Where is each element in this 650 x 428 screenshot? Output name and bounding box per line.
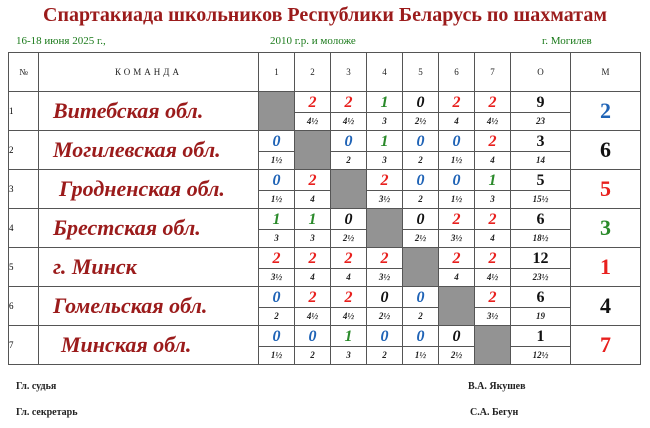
match-points: 0 (416, 211, 425, 228)
result-cell (439, 92, 475, 131)
row-number: 1 (9, 92, 39, 131)
table-row (9, 209, 641, 248)
result-cell (331, 248, 367, 287)
row-number: 5 (9, 248, 39, 287)
total-points: 3 (536, 133, 545, 150)
game-score: 4 (439, 268, 474, 286)
page-title: Спартакиада школьников Республики Беларусь по шахматам (43, 4, 607, 26)
result-cell (259, 287, 295, 326)
match-points: 0 (344, 211, 353, 228)
result-cell (259, 326, 295, 365)
table-row (9, 170, 641, 209)
table-row (9, 287, 641, 326)
result-cell (331, 209, 367, 248)
result-cell (367, 92, 403, 131)
game-score: 2 (403, 190, 438, 208)
match-points: 1 (380, 133, 389, 150)
match-points: 2 (452, 250, 461, 267)
self-play-cell (259, 92, 295, 131)
row-number: 3 (9, 170, 39, 209)
total-points: 12 (532, 250, 549, 267)
game-score: 2 (295, 346, 330, 364)
points-cell (511, 92, 571, 131)
total-game-score: 23½ (511, 268, 570, 286)
result-cell (439, 209, 475, 248)
game-score: 2½ (331, 229, 366, 247)
game-score: 3 (259, 229, 294, 247)
result-cell (295, 326, 331, 365)
secretary-name: С.А. Бегун (470, 407, 519, 418)
row-number: 6 (9, 287, 39, 326)
game-score: 3½ (367, 190, 402, 208)
match-points: 0 (416, 133, 425, 150)
game-score: 4 (331, 268, 366, 286)
result-cell (331, 92, 367, 131)
total-game-score: 19 (511, 307, 570, 325)
game-score: 1½ (439, 151, 474, 169)
game-score: 1½ (403, 346, 438, 364)
result-cell (295, 209, 331, 248)
result-cell (259, 209, 295, 248)
match-points: 0 (452, 172, 461, 189)
team-name: Витебская обл. (39, 92, 259, 131)
match-points: 2 (488, 133, 497, 150)
place: 3 (571, 209, 641, 248)
table-row (9, 131, 641, 170)
match-points: 0 (416, 289, 425, 306)
result-cell (403, 170, 439, 209)
header-col-1: 1 (259, 53, 295, 92)
points-cell (511, 326, 571, 365)
match-points: 0 (272, 289, 281, 306)
result-cell (475, 209, 511, 248)
team-name: г. Минск (39, 248, 259, 287)
result-cell (367, 131, 403, 170)
match-points: 0 (416, 172, 425, 189)
total-points: 1 (536, 328, 545, 345)
match-points: 2 (344, 250, 353, 267)
game-score: 3 (475, 190, 510, 208)
result-cell (439, 326, 475, 365)
result-cell (367, 326, 403, 365)
judge-name: В.А. Якушев (468, 381, 526, 392)
result-cell (259, 248, 295, 287)
game-score: 3½ (367, 268, 402, 286)
game-score: 2 (331, 151, 366, 169)
place: 5 (571, 170, 641, 209)
result-cell (259, 131, 295, 170)
match-points: 0 (272, 328, 281, 345)
game-score: 4 (439, 112, 474, 130)
team-name: Брестская обл. (39, 209, 259, 248)
game-score: 3½ (439, 229, 474, 247)
total-game-score: 12½ (511, 346, 570, 364)
header-col-2: 2 (295, 53, 331, 92)
result-cell (439, 131, 475, 170)
results-table (8, 52, 641, 365)
match-points: 1 (272, 211, 281, 228)
result-cell (475, 92, 511, 131)
game-score: 4 (295, 190, 330, 208)
game-score: 4 (295, 268, 330, 286)
header-col-5: 5 (403, 53, 439, 92)
match-points: 2 (488, 211, 497, 228)
header-col-4: 4 (367, 53, 403, 92)
match-points: 0 (344, 133, 353, 150)
self-play-cell (367, 209, 403, 248)
result-cell (403, 209, 439, 248)
header-row (9, 53, 641, 92)
points-cell (511, 131, 571, 170)
match-points: 2 (308, 94, 317, 111)
total-game-score: 23 (511, 112, 570, 130)
place: 7 (571, 326, 641, 365)
self-play-cell (403, 248, 439, 287)
points-cell (511, 287, 571, 326)
game-score: 2 (367, 346, 402, 364)
row-number: 7 (9, 326, 39, 365)
match-points: 0 (272, 172, 281, 189)
game-score: 2½ (367, 307, 402, 325)
match-points: 2 (308, 172, 317, 189)
header-col-6: 6 (439, 53, 475, 92)
header-team: КОМАНДА (39, 53, 259, 92)
game-score: 2 (259, 307, 294, 325)
match-points: 2 (272, 250, 281, 267)
team-name: Могилевская обл. (39, 131, 259, 170)
game-score: 2½ (403, 112, 438, 130)
result-cell (331, 287, 367, 326)
game-score: 4½ (475, 112, 510, 130)
result-cell (403, 92, 439, 131)
match-points: 2 (308, 250, 317, 267)
result-cell (367, 287, 403, 326)
game-score: 3 (331, 346, 366, 364)
match-points: 1 (344, 328, 353, 345)
points-cell (511, 248, 571, 287)
match-points: 2 (308, 289, 317, 306)
header-num: № (9, 53, 39, 92)
game-score: 3 (367, 151, 402, 169)
match-points: 2 (452, 94, 461, 111)
result-cell (403, 287, 439, 326)
self-play-cell (439, 287, 475, 326)
result-cell (439, 170, 475, 209)
points-cell (511, 170, 571, 209)
self-play-cell (475, 326, 511, 365)
total-game-score: 18½ (511, 229, 570, 247)
table-row (9, 92, 641, 131)
game-score: 3½ (259, 268, 294, 286)
match-points: 0 (308, 328, 317, 345)
game-score: 4½ (331, 307, 366, 325)
points-cell (511, 209, 571, 248)
result-cell (439, 248, 475, 287)
place: 2 (571, 92, 641, 131)
row-number: 4 (9, 209, 39, 248)
game-score: 1½ (259, 190, 294, 208)
match-points: 2 (488, 94, 497, 111)
result-cell (475, 287, 511, 326)
game-score: 4½ (295, 307, 330, 325)
result-cell (295, 170, 331, 209)
result-cell (295, 287, 331, 326)
result-cell (475, 248, 511, 287)
judge-label: Гл. судья (16, 381, 57, 392)
match-points: 2 (344, 289, 353, 306)
table-row (9, 248, 641, 287)
header-points: О (511, 53, 571, 92)
game-score: 4 (475, 151, 510, 169)
match-points: 1 (380, 94, 389, 111)
game-score: 3 (295, 229, 330, 247)
result-cell (295, 92, 331, 131)
match-points: 2 (452, 211, 461, 228)
total-game-score: 14 (511, 151, 570, 169)
game-score: 2½ (439, 346, 474, 364)
match-points: 0 (452, 133, 461, 150)
team-name: Гродненская обл. (39, 170, 259, 209)
match-points: 2 (380, 250, 389, 267)
table-row (9, 326, 641, 365)
place: 6 (571, 131, 641, 170)
result-cell (367, 170, 403, 209)
age-group: 2010 г.р. и моложе (270, 35, 356, 47)
total-game-score: 15½ (511, 190, 570, 208)
game-score: 4½ (475, 268, 510, 286)
total-points: 6 (536, 211, 545, 228)
place: 4 (571, 287, 641, 326)
match-points: 2 (488, 250, 497, 267)
team-name: Минская обл. (39, 326, 259, 365)
result-cell (331, 326, 367, 365)
game-score: 2 (403, 151, 438, 169)
result-cell (475, 131, 511, 170)
row-number: 2 (9, 131, 39, 170)
secretary-label: Гл. секретарь (16, 407, 78, 418)
match-points: 2 (380, 172, 389, 189)
game-score: 4½ (295, 112, 330, 130)
match-points: 0 (380, 289, 389, 306)
event-city: г. Могилев (542, 35, 592, 47)
header-col-7: 7 (475, 53, 511, 92)
event-dates: 16-18 июня 2025 г., (16, 35, 106, 47)
match-points: 0 (380, 328, 389, 345)
place: 1 (571, 248, 641, 287)
match-points: 1 (488, 172, 497, 189)
total-points: 6 (536, 289, 545, 306)
result-cell (331, 131, 367, 170)
game-score: 1½ (259, 151, 294, 169)
match-points: 0 (452, 328, 461, 345)
result-cell (475, 170, 511, 209)
match-points: 0 (272, 133, 281, 150)
match-points: 2 (344, 94, 353, 111)
result-cell (259, 170, 295, 209)
team-name: Гомельская обл. (39, 287, 259, 326)
self-play-cell (295, 131, 331, 170)
game-score: 1½ (259, 346, 294, 364)
header-place: М (571, 53, 641, 92)
game-score: 4½ (331, 112, 366, 130)
result-cell (403, 131, 439, 170)
header-col-3: 3 (331, 53, 367, 92)
match-points: 0 (416, 94, 425, 111)
match-points: 1 (308, 211, 317, 228)
game-score: 3 (367, 112, 402, 130)
result-cell (295, 248, 331, 287)
result-cell (367, 248, 403, 287)
result-cell (403, 326, 439, 365)
game-score: 1½ (439, 190, 474, 208)
total-points: 5 (536, 172, 545, 189)
match-points: 0 (416, 328, 425, 345)
self-play-cell (331, 170, 367, 209)
total-points: 9 (536, 94, 545, 111)
game-score: 4 (475, 229, 510, 247)
match-points: 2 (488, 289, 497, 306)
game-score: 2 (403, 307, 438, 325)
game-score: 3½ (475, 307, 510, 325)
game-score: 2½ (403, 229, 438, 247)
